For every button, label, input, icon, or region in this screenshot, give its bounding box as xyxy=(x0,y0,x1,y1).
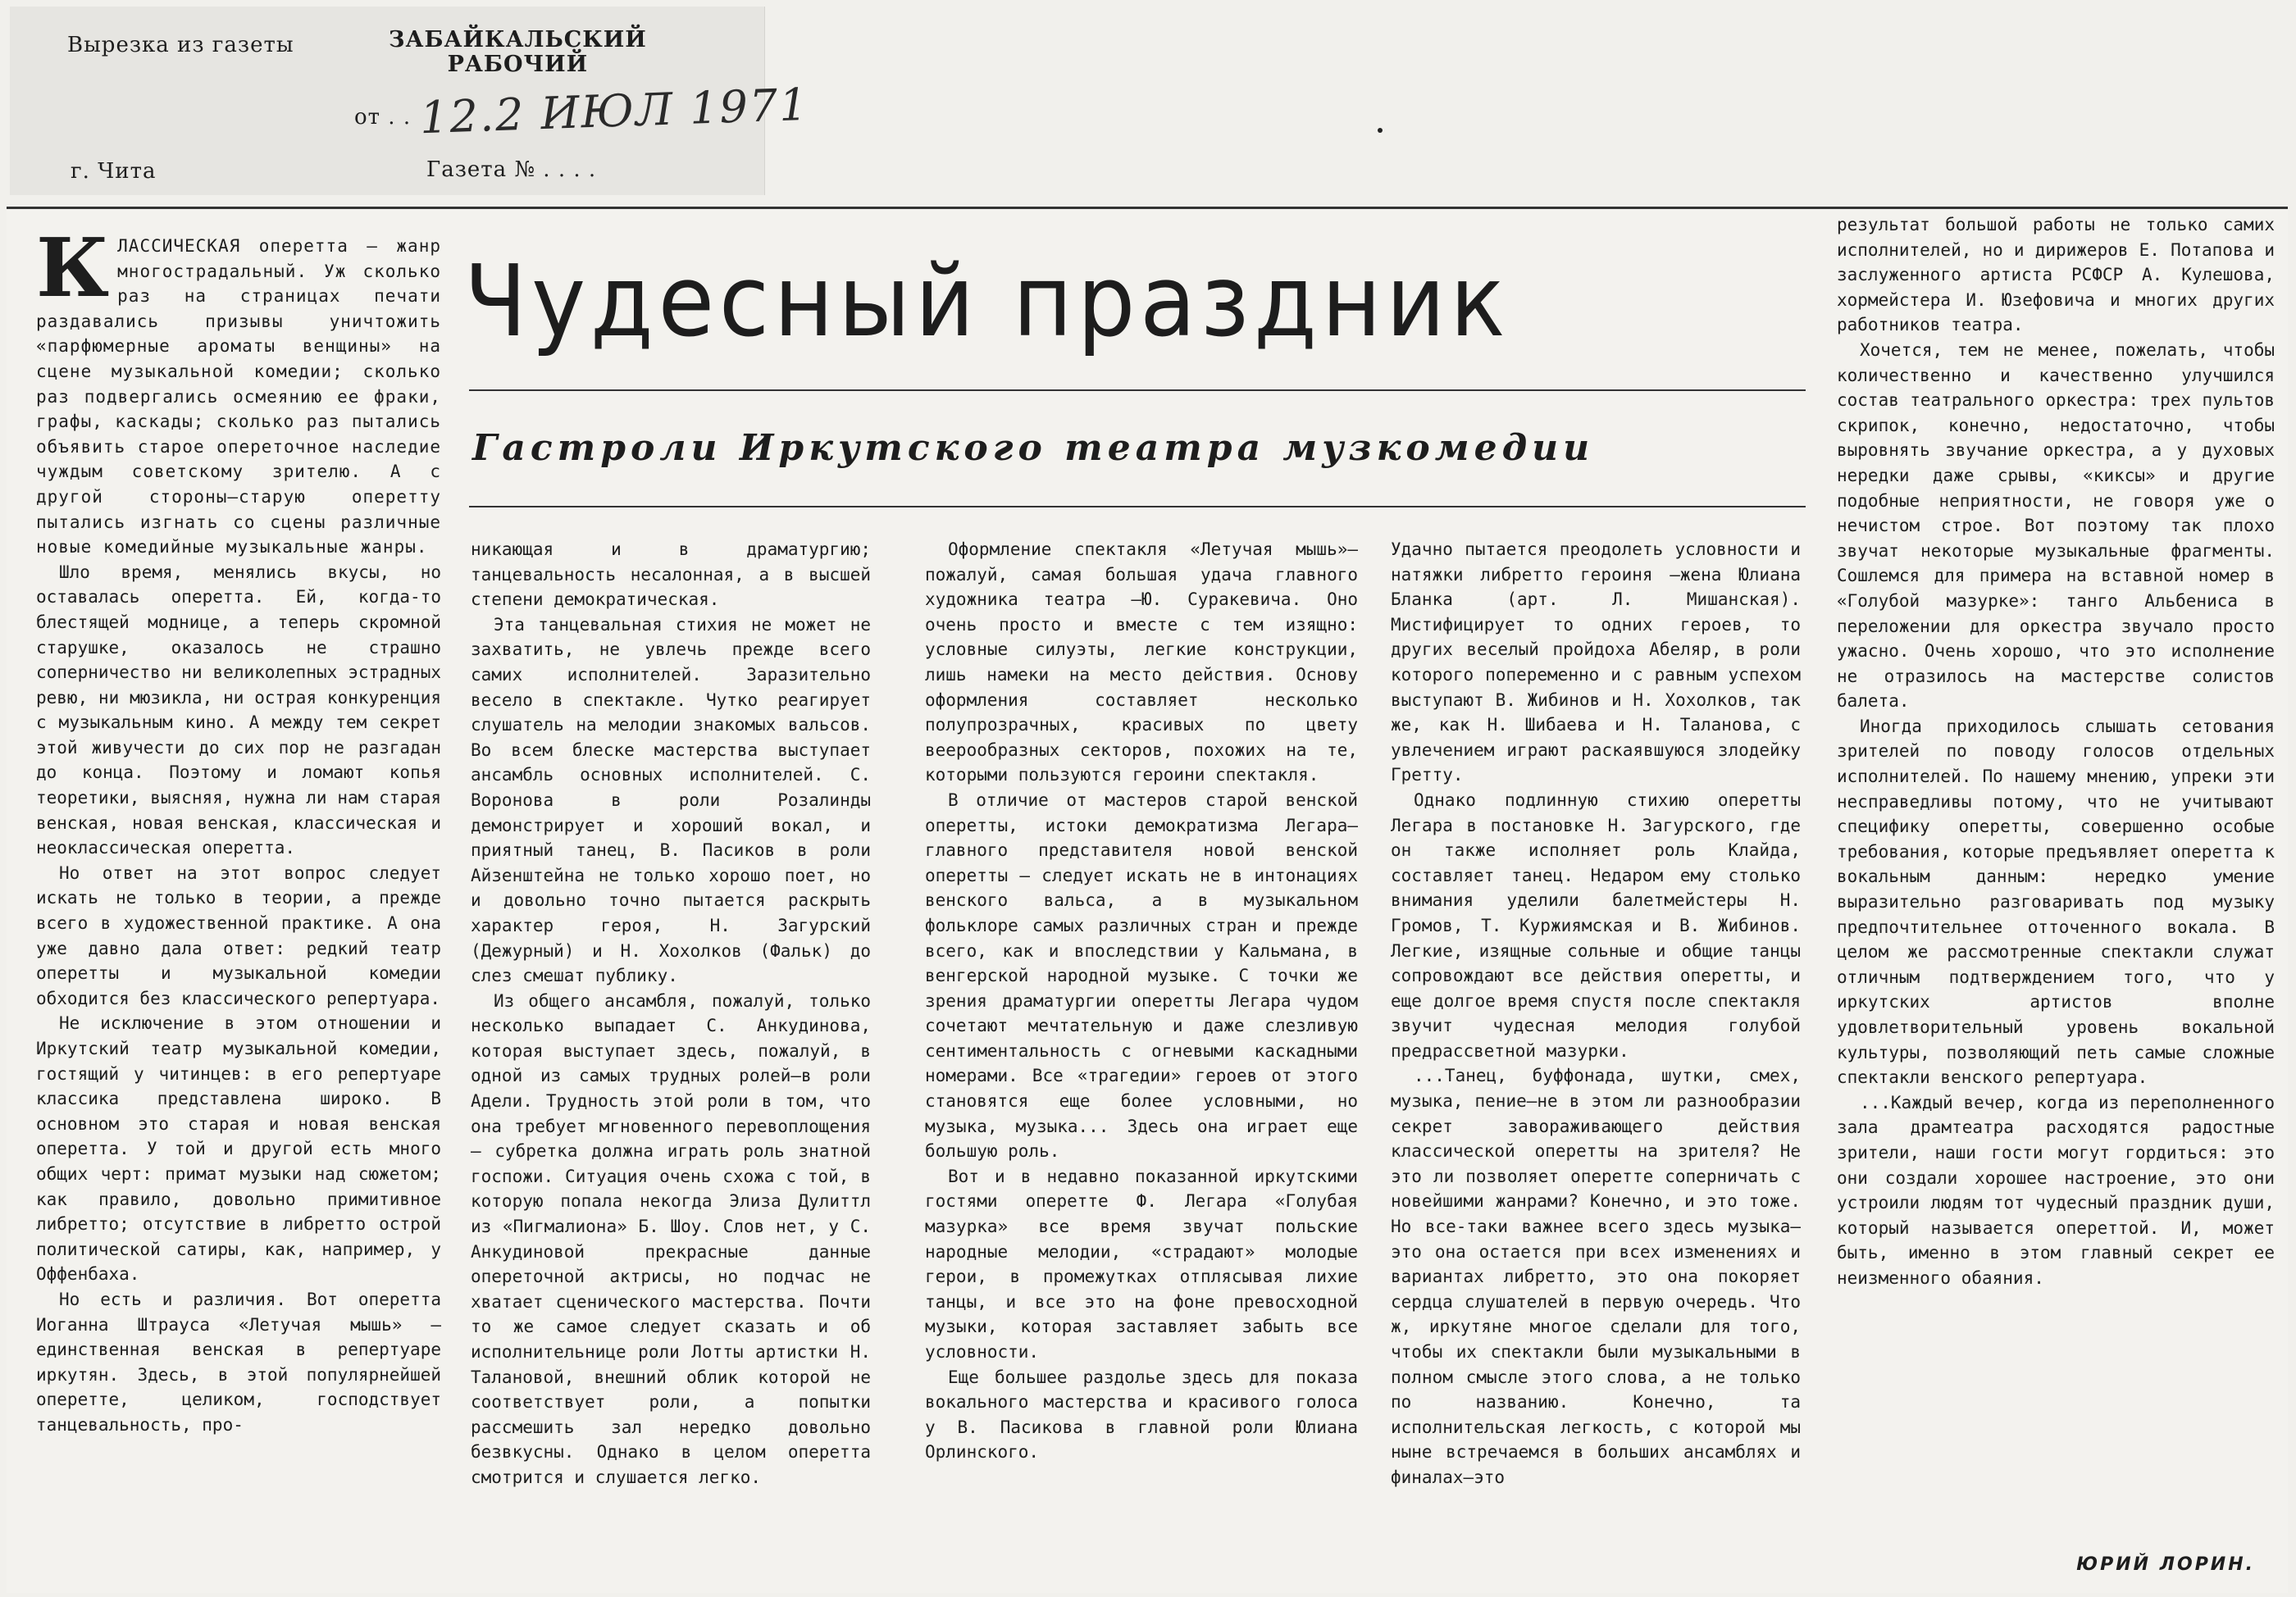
paragraph: ...Каждый вечер, когда из переполненного зала драмтеатра расходятся радостные зрители, наши гости могут гордиться: это они создали хорошее настроение, это они устроили людям тот чудесный праздник души, который называется опереттой. И, может быть, именно в этом главный секрет ее неизменного обаяния. xyxy=(1837,1092,2275,1288)
column-1 xyxy=(36,234,441,1586)
paragraph: Эта танцевальная стихия не может не захватить, не увлечь прежде всего самих исполнителей. Заразительно весело в спектакле. Чутко реагирует слушатель на мелодии знакомых вальсов. Во всем блеске мастерства выступает ансамбль основных исполнителей. С. Воронова в роли Розалинды демонстрирует и хороший вокал, и приятный танец, В. Пасиков в роли Айзенштейна не только хорошо поет, но и довольно точно пытается раскрыть характер героя, Н. Загурский (Дежурный) и Н. Хохолков (Фальк) до слез смешат публику. xyxy=(471,614,871,986)
column-4 xyxy=(1391,537,1801,1586)
clipping-header xyxy=(10,7,810,195)
newspaper-name-line2: РАБОЧИЙ xyxy=(447,52,589,77)
paragraph: В отличие от мастеров старой венской оперетты, истоки демократизма Легара—главного представителя новой венской оперетты — следует искать не в интонациях венского вальса, а в музыкальном фольклоре самых различных стран и прежде всего, как и впоследствии у Кальмана, в венгерской народной музыке. С точки же зрения драматургии оперетты Легара чудом сочетают мечтательную и даже слезливую сентиментальность с огневыми каскадными номерами. Все «трагедии» героев от этого становятся еще более условными, но музыка, музыка... Здесь она играет еще большую роль. xyxy=(925,789,1358,1162)
from-label: от . . xyxy=(354,105,412,130)
divider xyxy=(469,506,1806,507)
drop-cap: К xyxy=(36,234,110,316)
paragraph: Оформление спектакля «Летучая мышь»—пожалуй, самая большая удача главного художника театра —Ю. Суракевича. Оно очень просто и вместе с тем изящно: условные силуэты, легкие конструкции, лишь намеки на место действия. Основу оформления составляет несколько полупрозрачных, красивых по цвету веерообразных секторов, похожих на те, которыми пользуются героини спектакля. xyxy=(925,539,1358,785)
paragraph: Не исключение в этом отношении и Иркутский театр музыкальной комедии, гостящий у читинцев: в его репертуаре классика представлена широко. В основном это старая и новая венская оперетта. У той и другой есть много общих черт: примат музыки над сюжетом; как правило, довольно примитивное либретто; отсутствие в либретто острой политической сатиры, как, например, у Оффенбаха. xyxy=(36,1013,441,1285)
paragraph-text: ЛАССИЧЕСКАЯ оперетта — жанр многострадальный. Уж сколько раз на страницах печати раздавались призывы уничтожить «парфюмерные ароматы венщины» на сцене музыкальной комедии; сколько раз подвергались осмеянию ее фраки, графы, каскады; сколько раз пытались объявить старое опереточное наследие чуждым советскому зрителю. А с другой стороны—старую оперетту пытались изгнать со сцены различные новые комедийные музыкальные жанры. xyxy=(36,236,441,557)
paragraph: Из общего ансамбля, пожалуй, только несколько выпадает С. Анкудинова, которая выступает здесь, пожалуй, в одной из самых трудных ролей—в роли Адели. Трудность этой роли в том, что она требует мгновенного перевоплощения — субретка должна играть роль знатной госпожи. Ситуация очень схожа с той, в которую попала некогда Элиза Дулиттл из «Пигмалиона» Б. Шоу. Слов нет, у С. Анкудиновой прекрасные данные опереточной актрисы, но подчас не хватает сценического мастерства. Почти то же самое следует сказать и об исполнительнице роли Лотты артистки Н. Талановой, внешний облик которой не соответствует роли, а попытки рассмешить зал нередко довольно безвкусны. Однако в целом оперетта смотрится и слушается легко. xyxy=(471,990,871,1487)
paragraph: Но ответ на этот вопрос следует искать не только в теории, а прежде всего в художественной практике. А она уже давно дала ответ: редкий театр оперетты и музыкальной комедии обходится без классического репертуара. xyxy=(36,862,441,1008)
paragraph: Удачно пытается преодолеть условности и натяжки либретто героиня —жена Юлиана Бланка (арт. Л. Мишанская). Мистифицирует то одних героев, то других веселый пройдоха Абеляр, в роли которого попеременно и с равным успехом выступают В. Жибинов и Н. Хохолков, так же, как Н. Шибаева и Н. Таланова, с увлечением играют раскаявшуюся злодейку Гретту. xyxy=(1391,539,1801,785)
paragraph: никающая и в драматургию; танцевальность несалонная, а в высшей степени демократическая. xyxy=(471,539,871,610)
article xyxy=(7,207,2288,1593)
paragraph: Однако подлинную стихию оперетты Легара в постановке Н. Загурского, где он также исполняет роль Клайда, составляет танец. Недаром ему столько внимания уделили балетмейстеры Н. Громов, Т. Куржиямская и В. Жибинов. Легкие, изящные сольные и общие танцы сопровождают все действия оперетты, и еще долгое время спустя после спектакля звучит чудесная мелодия голубой предрассветной мазурки. xyxy=(1391,789,1801,1061)
paragraph: Иногда приходилось слышать сетования зрителей по поводу голосов отдельных исполнителей. По нашему мнению, упреки эти несправедливы потому, что не учитывают специфику оперетты, совершенно особые требования, которые предъявляет оперетта к вокальным данным: нередко умение выразительно разговаривать под музыку предпочтительнее отточенного вокала. В целом же рассмотренные спектакли служат отличным подтверждением того, что у иркутских артистов вполне удовлетворительный уровень вокальной культуры, позволяющий петь самые сложные спектакли венского репертуара. xyxy=(1837,716,2275,1088)
paragraph xyxy=(36,234,441,560)
column-3 xyxy=(925,537,1358,1586)
divider xyxy=(469,389,1806,391)
newspaper-name-line1: ЗАБАЙКАЛЬСКИЙ xyxy=(389,27,647,52)
author-signature: ЮРИЙ ЛОРИН. xyxy=(2068,1554,2255,1575)
column-2 xyxy=(471,537,871,1586)
clipping-label: Вырезка из газеты xyxy=(67,33,294,57)
paragraph: Хочется, тем не менее, пожелать, чтобы количественно и качественно улучшился состав театрального оркестра: трех пультов скрипок, конечно, недостаточно, чтобы выровнять звучание оркестра, а у духовых нередки даже срывы, «киксы» и другие подобные неприятности, не говоря уже о нечистом строе. Вот поэтому так плохо звучат некоторые музыкальные фрагменты. Сошлемся для примера на вставной номер в «Голубой мазурке»: танго Альбениса в переложении для оркестра звучало просто ужасно. Очень хорошо, что это исполнение не отразилось на мастерстве солистов балета. xyxy=(1837,339,2275,712)
paragraph: Еще большее раздолье здесь для показа вокального мастерства и красивого голоса у В. Пасикова в главной роли Юлиана Орлинского. xyxy=(925,1367,1358,1463)
city-label: г. Чита xyxy=(71,159,157,184)
paragraph: ...Танец, буффонада, шутки, смех, музыка, пение—не в этом ли разнообразии секрет завораживающего действия классической оперетты на зрителя? Не это ли позволяет оперетте соперничать с новейшими жанрами? Конечно, и это тоже. Но все-таки важнее всего здесь музыка—это она остается при всех изменениях и вариантах либретто, это она покоряет сердца слушателей в первую очередь. Что ж, иркутяне многое сделали для того, чтобы их спектакли были музыкальными в полном смысле этого слова, а не только по названию. Конечно, та исполнительская легкость, с которой мы ныне встречаемся в больших ансамблях и финалах—это xyxy=(1391,1066,1801,1487)
paragraph: Вот и в недавно показанной иркутскими гостями оперетте Ф. Легара «Голубая мазурка» все время звучат польские народные мелодии, «страдают» молодые герои, в промежутках отплясывая лихие танцы, и все это на фоне превосходной музыки, которая заставляет забыть все условности. xyxy=(925,1166,1358,1362)
issue-number-label: Газета № . . . . xyxy=(426,157,597,182)
print-speck xyxy=(1378,128,1383,133)
article-title: Чудесный праздник xyxy=(464,245,1510,359)
paragraph: результат большой работы не только самих исполнителей, но и дирижеров Е. Потапова и заслуженного артиста РСФСР А. Кулешова, хормейстера И. Юзефовича и многих других работников театра. xyxy=(1837,215,2275,335)
column-5 xyxy=(1837,212,2275,1586)
date-stamp: 12.2 ИЮЛ 1971 xyxy=(419,78,810,144)
article-subtitle: Гастроли Иркутского театра музкомедии xyxy=(472,427,1595,469)
paragraph: Шло время, менялись вкусы, но оставалась оперетта. Ей, когда-то блестящей моднице, а теперь скромной старушке, оказалось не страшно соперничество ни великолепных эстрадных ревю, ни мюзикла, ни острая конкуренция с музыкальным кино. А между тем секрет этой живучести до сих пор не разгадан до конца. Поэтому и ломают копья теоретики, выясняя, нужна ли нам старая венская, новая венская, классическая и неоклассическая оперетта. xyxy=(36,562,441,858)
paragraph: Но есть и различия. Вот оперетта Иоганна Штрауса «Летучая мышь» —единственная венская в репертуаре иркутян. Здесь, в этой популярнейшей оперетте, целиком, господствует танцевальность, про- xyxy=(36,1289,441,1435)
newspaper-name xyxy=(389,28,647,77)
